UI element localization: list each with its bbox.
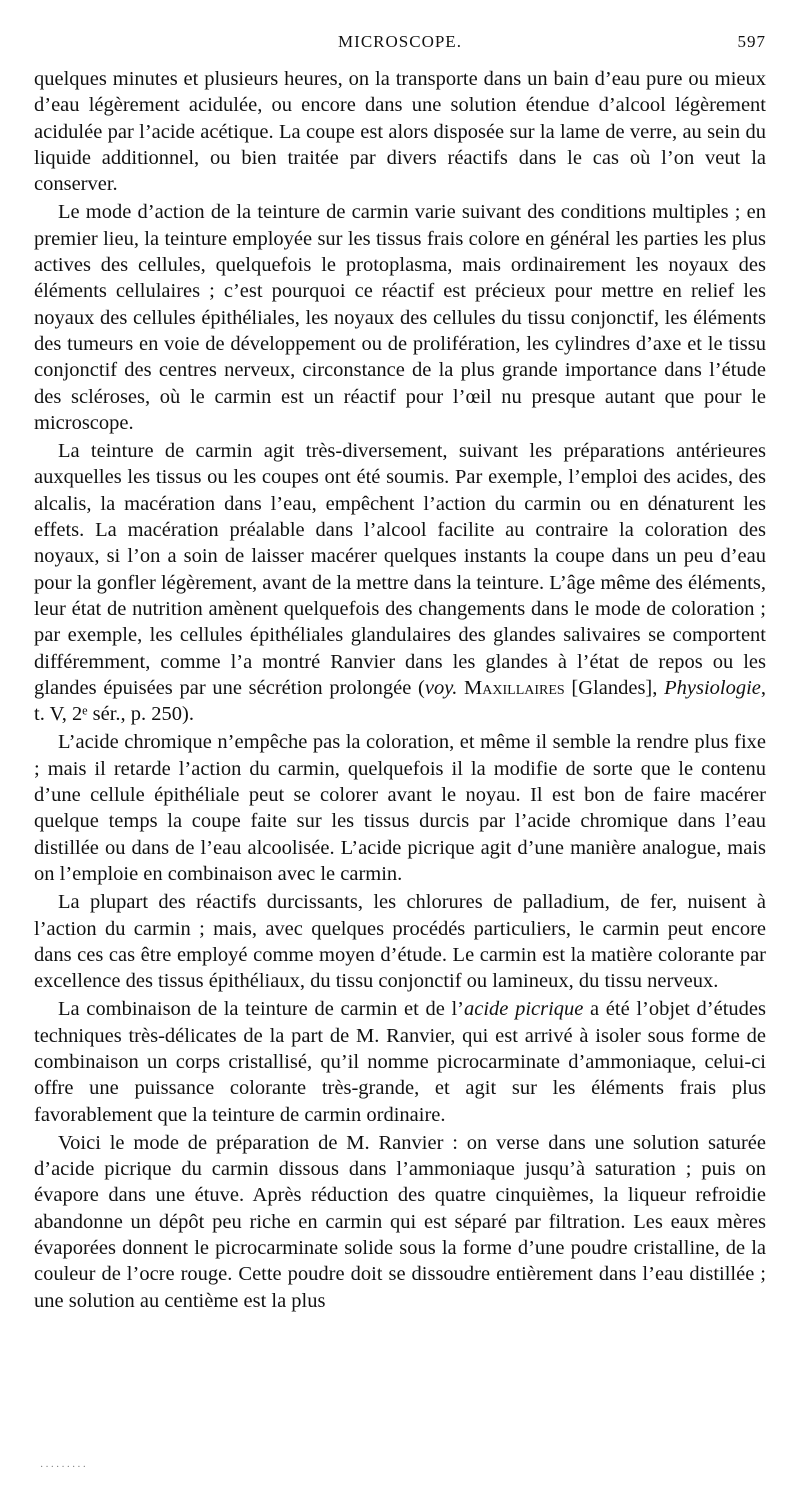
page-header xyxy=(34,28,766,58)
paragraph-1-text: quelques minutes et plusieurs heures, on la transporte dans un bain d’eau pure ou mieux d’eau légèrement acidulée, ou encore dans une solution étendue d’alcool légèrement acidulée par l’acide acétique. La coupe est alors disposée sur la lame de verre, au sein du liquide additionnel, ou bien traitée par divers réactifs dans le cas où l’on veut la conserver. xyxy=(34,68,766,196)
paragraph-4 xyxy=(34,729,766,887)
paragraph-2 xyxy=(34,199,766,436)
paragraph-6-italic-term: acide picrique xyxy=(464,998,584,1021)
body-text xyxy=(34,66,766,1314)
paragraph-7 xyxy=(34,1130,766,1314)
paragraph-6 xyxy=(34,996,766,1127)
page-number: 597 xyxy=(737,32,766,51)
paragraph-4-text: L’acide chromique n’empêche pas la coloration, et même il semble la rendre plus fixe ; mais il retarde l’action du carmin, quelquefois il la modifie de sorte que le contenu d’une cellule épithéliale peut se colorer avant le noyau. Il est bon de faire macérer quelque temps la coupe faite sur les tissus durcis par l’acide chromique dans l’eau distillée ou dans de l’eau alcoolisée. L’acide picrique agit d’une manière analogue, mais on l’emploie en combinaison avec le carmin. xyxy=(34,731,766,885)
reference-volume: , t. V, 2ᵉ sér., p. 250). xyxy=(34,676,767,726)
reference-section: Physiologie xyxy=(664,676,761,699)
paragraph-1 xyxy=(34,66,766,197)
footer-scan-mark: ········· xyxy=(40,1462,88,1473)
reference-article: Maxillaires xyxy=(464,676,565,699)
paragraph-5-text: La plupart des réactifs durcissants, les chlorures de palladium, de fer, nuisent à l’action du carmin ; mais, avec quelques procédés particuliers, le carmin peut encore dans ces cas être employé comme moyen d’étude. Le carmin est la matière colorante par excellence des tissus épithéliaux, du tissu conjonctif ou lamineux, du tissu nerveux. xyxy=(34,891,766,993)
paragraph-7-text: Voici le mode de préparation de M. Ranvier : on verse dans une solution saturée d’acide picrique du carmin dissous dans l’ammoniaque jusqu’à saturation ; puis on évapore dans une étuve. Après réduction des quatre cinquièmes, la liqueur refroidie abandonne un dépôt peu riche en carmin qui est séparé par filtration. Les eaux mères évaporées donnent le picrocarminate solide sous la forme d’une poudre cristalline, de la couleur de l’ocre rouge. Cette poudre doit se dissoudre entièrement dans l’eau distillée ; une solution au centième est la plus xyxy=(34,1131,766,1312)
paragraph-3 xyxy=(34,438,766,727)
paragraph-3-text: La teinture de carmin agit très-diversement, suivant les préparations antérieures auxquelles les tissus ou les coupes ont été soumis. Par exemple, l’emploi des acides, des alcalis, la macération dans l’eau, empêchent l’action du carmin ou en dénaturent les effets. La macération préalable dans l’alcool facilite au contraire la coloration des noyaux, si l’on a soin de laisser macérer quelques instants la coupe dans un peu d’eau pour la gonfler légèrement, avant de la mettre dans la teinture. L’âge même des éléments, leur état de nutrition amènent quelquefois des changements dans le mode de coloration ; par exemple, les cellules épithéliales glandulaires des glandes salivaires se comportent différemment, comme l’a montré Ranvier dans les glandes à l’état de repos ou les glandes épuisées par une sécrétion prolongée ( xyxy=(34,440,766,699)
paragraph-5 xyxy=(34,889,766,994)
book-page xyxy=(34,28,766,1314)
paragraph-6-text-before: La combinaison de la teinture de carmin et de l’ xyxy=(58,998,465,1021)
reference-subtitle: [Glandes], xyxy=(564,676,665,699)
paragraph-2-text: Le mode d’action de la teinture de carmin varie suivant des conditions multiples ; en premier lieu, la teinture employée sur les tissus frais colore en général les parties les plus actives des cellules, quelquefois le protoplasma, mais ordinairement les noyaux des éléments cellulaires ; c’est pourquoi ce réactif est précieux pour mettre en relief les noyaux des cellules épithéliales, les noyaux des cellules du tissu conjonctif, les éléments des tumeurs en voie de développement ou de prolifération, les cylindres d’axe et le tissu conjonctif des centres nerveux, circonstance de la plus grande importance dans l’étude des scléroses, où le carmin est un réactif pour l’œil nu presque autant que pour le microscope. xyxy=(34,201,766,434)
paragraph-6-text-after: a été l’objet d’études techniques très-délicates de la part de M. Ranvier, qui est arrivé à isoler sous forme de combinaison un corps cristallisé, qu’il nomme picrocarminate d’ammoniaque, celui-ci offre une puissance colorante très-grande, et agit sur les éléments frais plus favorablement que la teinture de carmin ordinaire. xyxy=(34,998,766,1126)
running-head: MICROSCOPE. xyxy=(338,32,462,51)
reference-voy: voy. xyxy=(424,676,458,699)
